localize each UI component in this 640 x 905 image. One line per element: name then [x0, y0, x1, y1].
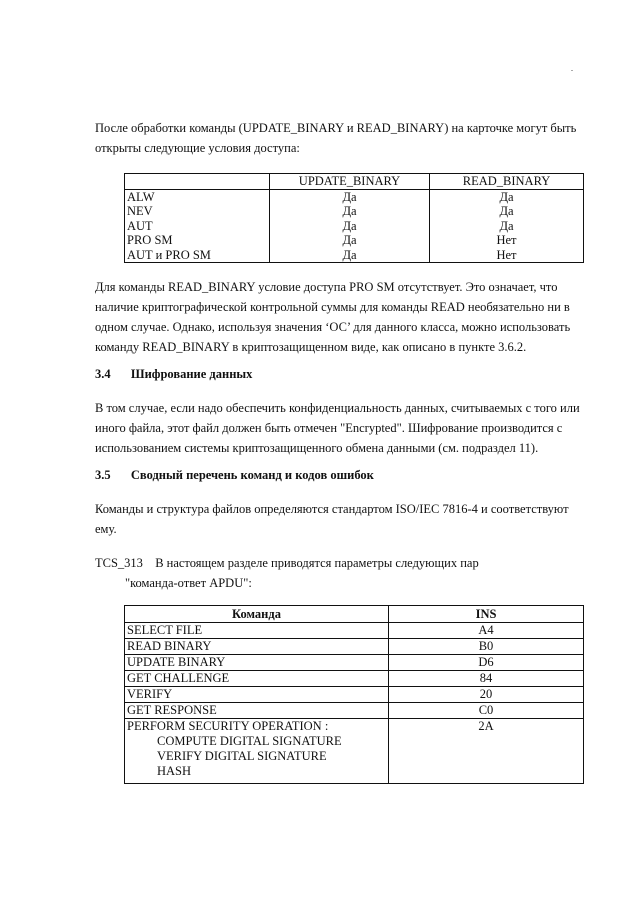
command-cell [125, 719, 389, 784]
read-value-cell: Нет [496, 233, 517, 248]
text-line: После обработки команды (UPDATE_BINARY и READ_BINARY) на карточке могут быть [95, 121, 577, 135]
tcs-id: TCS_313 [95, 556, 143, 570]
ins-cell: 2A [389, 719, 584, 784]
text-line: "команда-ответ APDU": [125, 576, 252, 590]
table-row [125, 719, 584, 784]
table-header-row [125, 174, 584, 190]
commands-paragraph [95, 499, 569, 539]
table-row [125, 189, 584, 204]
table-row [125, 219, 584, 234]
text-line: использованием системы криптозащищенного обмена данными (см. подраздел 11). [95, 441, 539, 455]
update-value-cell: Да [270, 233, 430, 248]
read-binary-paragraph [95, 277, 570, 357]
section-number: 3.5 [95, 468, 111, 482]
ins-cell: 20 [389, 687, 584, 703]
table-row [125, 623, 584, 639]
table-row [125, 687, 584, 703]
text-line: иного файла, этот файл должен быть отмечен "Encrypted". Шифрование производится с [95, 421, 563, 435]
condition-cell: NEV [125, 204, 270, 219]
pso-subcommand: COMPUTE DIGITAL SIGNATURE [157, 734, 342, 748]
header-cell [125, 174, 270, 190]
command-cell: GET RESPONSE [125, 703, 389, 719]
ins-cell: 84 [389, 671, 584, 687]
pso-subcommand: HASH [157, 764, 192, 778]
section-number: 3.4 [95, 367, 111, 381]
header-cell: UPDATE_BINARY [270, 174, 430, 190]
scan-speck [571, 70, 573, 71]
pso-label: PERFORM SECURITY OPERATION : [127, 719, 329, 733]
table-row [125, 233, 584, 248]
command-cell: VERIFY [125, 687, 389, 703]
update-value-cell: Да [270, 189, 430, 204]
encryption-paragraph [95, 398, 580, 458]
read-value-cell: Нет [496, 247, 517, 262]
read-value-cell: Да [499, 189, 514, 204]
read-value-cell: Да [499, 218, 514, 233]
section-heading-3-4 [95, 364, 252, 384]
table-row [125, 655, 584, 671]
commands-table [124, 605, 584, 784]
ins-cell: D6 [389, 655, 584, 671]
read-value-cell: Да [499, 204, 514, 219]
ins-cell: B0 [389, 639, 584, 655]
text-line: В том случае, если надо обеспечить конфиденциальность данных, считываемых с того или [95, 401, 580, 415]
table-row [125, 248, 584, 263]
ins-cell: C0 [389, 703, 584, 719]
text-line: команду READ_BINARY в криптозащищенном виде, как описано в пункте 3.6.2. [95, 340, 527, 354]
header-cell: Команда [125, 606, 389, 623]
text-line: наличие криптографической контрольной суммы для команды READ необязательно ни в [95, 300, 570, 314]
update-value-cell: Да [270, 204, 430, 219]
command-cell: GET CHALLENGE [125, 671, 389, 687]
text-line: ему. [95, 522, 117, 536]
table-row [125, 204, 584, 219]
text-line: В настоящем разделе приводятся параметры следующих пар [155, 556, 479, 570]
header-cell: INS [389, 606, 584, 623]
update-value-cell: Да [270, 219, 430, 234]
pso-subcommand: VERIFY DIGITAL SIGNATURE [157, 749, 327, 763]
table-header-row [125, 606, 584, 623]
command-cell: READ BINARY [125, 639, 389, 655]
condition-cell: PRO SM [125, 233, 270, 248]
table-row [125, 703, 584, 719]
update-value-cell: Да [270, 248, 430, 263]
condition-cell: AUT [125, 219, 270, 234]
text-line: Для команды READ_BINARY условие доступа PRO SM отсутствует. Это означает, что [95, 280, 558, 294]
condition-cell: ALW [125, 189, 270, 204]
intro-paragraph [95, 118, 576, 158]
text-line: Команды и структура файлов определяются стандартом ISO/IEC 7816-4 и соответствуют [95, 502, 569, 516]
section-heading-3-5 [95, 465, 374, 485]
condition-cell: AUT и PRO SM [125, 248, 270, 263]
tcs-requirement [95, 553, 479, 593]
section-title: Сводный перечень команд и кодов ошибок [130, 468, 374, 482]
section-title: Шифрование данных [130, 367, 253, 381]
header-cell: READ_BINARY [430, 174, 584, 190]
text-line: открыты следующие условия доступа: [95, 141, 300, 155]
access-conditions-table [124, 173, 584, 263]
table-row [125, 671, 584, 687]
table-row [125, 639, 584, 655]
ins-cell: A4 [389, 623, 584, 639]
command-cell: SELECT FILE [125, 623, 389, 639]
text-line: одном случае. Однако, используя значения ‘ОС’ для данного класса, можно использовать [95, 320, 571, 334]
command-cell: UPDATE BINARY [125, 655, 389, 671]
